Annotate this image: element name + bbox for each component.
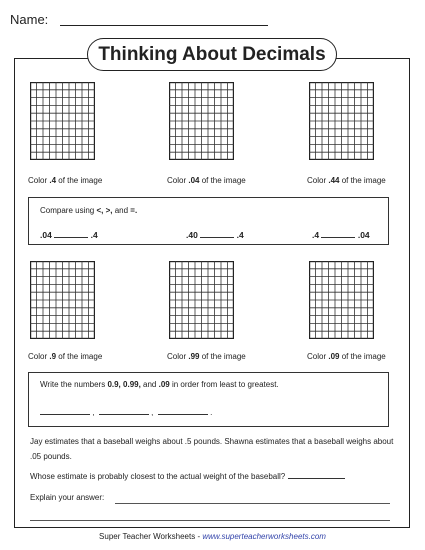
name-field[interactable]: [60, 25, 268, 26]
explain-answer-line-2[interactable]: [30, 520, 390, 521]
compare-symbol-eq: =.: [130, 206, 138, 215]
grid-caption-5: [167, 352, 246, 361]
hundred-grid-4[interactable]: [30, 261, 95, 339]
instruction-text: Write the numbers: [40, 380, 108, 389]
hundred-grid-3[interactable]: [309, 82, 374, 160]
order-instruction: [40, 380, 279, 389]
caption-text: Color: [167, 176, 189, 185]
order-separator: .: [210, 408, 213, 417]
instruction-text: in order from least to greatest.: [169, 380, 279, 389]
caption-text: Color: [28, 352, 50, 361]
caption-text: of the image: [56, 176, 103, 185]
order-answer-row: [40, 408, 212, 417]
caption-text: of the image: [339, 176, 386, 185]
hundred-grid-2[interactable]: [169, 82, 234, 160]
caption-value: .4: [49, 176, 57, 185]
caption-value: .09: [328, 352, 340, 361]
order-blank-1[interactable]: [40, 414, 90, 415]
story-text: Jay estimates that a baseball weighs about .5 pounds. Shawna estimates that a baseball weighs about .05 pounds.: [30, 437, 394, 461]
grid-caption-3: [307, 176, 386, 185]
hundred-grid-1[interactable]: [30, 82, 95, 160]
caption-text: of the image: [56, 352, 103, 361]
caption-text: Color: [167, 352, 189, 361]
pair-right: .4: [236, 230, 244, 240]
caption-text: of the image: [339, 352, 386, 361]
caption-value: .04: [188, 176, 200, 185]
compare-pair-2: [186, 230, 244, 240]
instruction-text: Compare using: [40, 206, 97, 215]
grid-caption-2: [167, 176, 246, 185]
instruction-text: and: [140, 380, 159, 389]
hundred-grid-6[interactable]: [309, 261, 374, 339]
instruction-text: and: [112, 206, 131, 215]
order-blank-2[interactable]: [99, 414, 149, 415]
compare-blank-2[interactable]: [200, 237, 234, 238]
grid-caption-4: [28, 352, 102, 361]
name-label: Name:: [10, 12, 49, 27]
footer: [0, 532, 425, 541]
order-blank-3[interactable]: [158, 414, 208, 415]
worksheet-title: Thinking About Decimals: [87, 38, 337, 71]
order-number-3: .09: [158, 380, 170, 389]
pair-right: .04: [357, 230, 370, 240]
order-separator: ,: [151, 408, 154, 417]
hundred-grid-5[interactable]: [169, 261, 234, 339]
grid-caption-1: [28, 176, 102, 185]
compare-instruction: [40, 206, 137, 215]
compare-blank-1[interactable]: [54, 237, 88, 238]
footer-site-name: Super Teacher Worksheets -: [99, 532, 203, 541]
compare-pair-3: [312, 230, 370, 240]
question-row: [30, 472, 345, 481]
pair-right: .4: [90, 230, 98, 240]
compare-symbols: <, >,: [96, 206, 113, 215]
caption-text: Color: [28, 176, 50, 185]
caption-text: of the image: [199, 352, 246, 361]
grid-caption-6: [307, 352, 386, 361]
footer-url[interactable]: www.superteacherworksheets.com: [202, 532, 326, 541]
pair-left: .40: [186, 230, 198, 240]
compare-pair-1: [40, 230, 98, 240]
caption-text: Color: [307, 352, 329, 361]
pair-left: .04: [40, 230, 52, 240]
explain-answer-line-1[interactable]: [115, 503, 390, 504]
caption-value: .44: [328, 176, 340, 185]
caption-value: .9: [49, 352, 57, 361]
caption-text: of the image: [199, 176, 246, 185]
caption-value: .99: [188, 352, 200, 361]
pair-left: .4: [312, 230, 320, 240]
order-separator: ,: [92, 408, 95, 417]
compare-blank-3[interactable]: [321, 237, 355, 238]
question-text: Whose estimate is probably closest to the actual weight of the baseball?: [30, 472, 286, 481]
explain-label: Explain your answer:: [30, 493, 105, 502]
question-answer-blank[interactable]: [288, 478, 345, 479]
order-number-2: 0.99,: [123, 380, 141, 389]
caption-text: Color: [307, 176, 329, 185]
explain-row: [30, 493, 104, 502]
order-number-1: 0.9,: [107, 380, 121, 389]
